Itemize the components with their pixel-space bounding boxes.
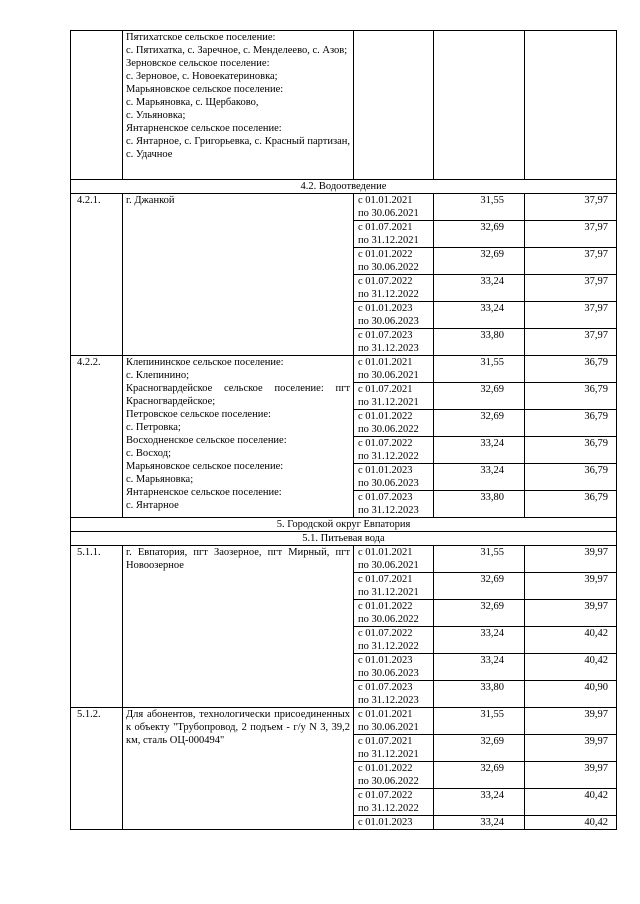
tariff-value-1: 32,69	[434, 221, 525, 248]
tariff-value-1	[434, 31, 525, 180]
period-cell: с 01.01.2022 по 30.06.2022	[354, 762, 434, 789]
period-cell: с 01.01.2021 по 30.06.2021	[354, 194, 434, 221]
tariff-value-2: 39,97	[525, 546, 617, 573]
tariff-value-1: 33,24	[434, 464, 525, 491]
tariff-value-2: 39,97	[525, 573, 617, 600]
tariff-value-2: 40,90	[525, 681, 617, 708]
tariff-value-1: 33,24	[434, 275, 525, 302]
tariff-value-2: 39,97	[525, 762, 617, 789]
item-number: 4.2.2.	[71, 356, 123, 518]
settlement-list: Пятихатское сельское поселение: с. Пятихатка, с. Заречное, с. Менделеево, с. Азов; Зерновское сельское поселение: с. Зерновое, с. Новоекатериновка; Марьяновское сельское поселение: с. Марьяновка, с. Щербаково, с. Ульяновка; Янтарненское сельское поселение: с. Янтарное, с. Григорьевка, с. Красный партизан, с. Удачное	[123, 31, 354, 180]
tariff-value-1: 32,69	[434, 600, 525, 627]
tariff-value-1: 32,69	[434, 248, 525, 275]
item-number: 4.2.1.	[71, 194, 123, 356]
tariff-value-1: 32,69	[434, 762, 525, 789]
tariff-value-2: 37,97	[525, 302, 617, 329]
period-cell: с 01.01.2022 по 30.06.2022	[354, 248, 434, 275]
period-cell: с 01.01.2023 по 30.06.2023	[354, 302, 434, 329]
tariff-value-2: 36,79	[525, 356, 617, 383]
tariff-table-body	[71, 31, 617, 830]
period-cell: с 01.07.2023 по 31.12.2023	[354, 681, 434, 708]
period-cell: с 01.07.2021 по 31.12.2021	[354, 383, 434, 410]
item-number: 5.1.1.	[71, 546, 123, 708]
period-cell: с 01.01.2021 по 30.06.2021	[354, 356, 434, 383]
item-name: Клепининское сельское поселение: с. Клепинино; Красногвардейское сельское поселение: пгт Красногвардейское; Петровское сельское поселение: с. Петровка; Восходненское сельское поселение: с. Восход; Марьяновское сельское поселение: с. Марьяновка; Янтарненское сельское поселение: с. Янтарное	[123, 356, 354, 518]
period-cell: с 01.07.2021 по 31.12.2021	[354, 221, 434, 248]
continuation-row	[71, 31, 617, 180]
tariff-value-1: 32,69	[434, 383, 525, 410]
tariff-table	[70, 30, 617, 830]
period-cell: с 01.01.2023 по 30.06.2023	[354, 654, 434, 681]
row-number-cell	[71, 31, 123, 180]
tariff-value-1: 33,24	[434, 627, 525, 654]
item-name: г. Джанкой	[123, 194, 354, 356]
tariff-value-2: 37,97	[525, 221, 617, 248]
tariff-value-1: 33,24	[434, 789, 525, 816]
period-cell: с 01.01.2022 по 30.06.2022	[354, 410, 434, 437]
tariff-value-2: 36,79	[525, 383, 617, 410]
section-title: 5.1. Питьевая вода	[71, 532, 617, 546]
tariff-value-2: 40,42	[525, 789, 617, 816]
period-cell: с 01.01.2021 по 30.06.2021	[354, 708, 434, 735]
section-header-row	[71, 532, 617, 546]
tariff-value-1: 31,55	[434, 194, 525, 221]
tariff-value-2: 37,97	[525, 329, 617, 356]
tariff-value-1: 31,55	[434, 708, 525, 735]
table-row	[71, 546, 617, 573]
section-header-row	[71, 518, 617, 532]
period-cell: с 01.07.2022 по 31.12.2022	[354, 275, 434, 302]
tariff-value-2	[525, 31, 617, 180]
tariff-value-2: 37,97	[525, 275, 617, 302]
tariff-value-2: 39,97	[525, 600, 617, 627]
table-row	[71, 708, 617, 735]
period-cell: с 01.07.2022 по 31.12.2022	[354, 627, 434, 654]
period-cell	[354, 31, 434, 180]
section-title: 4.2. Водоотведение	[71, 180, 617, 194]
tariff-value-2: 36,79	[525, 437, 617, 464]
tariff-value-1: 33,80	[434, 491, 525, 518]
tariff-value-1: 33,24	[434, 654, 525, 681]
tariff-value-2: 37,97	[525, 248, 617, 275]
tariff-value-2: 36,79	[525, 464, 617, 491]
tariff-value-1: 32,69	[434, 410, 525, 437]
period-cell: с 01.07.2022 по 31.12.2022	[354, 437, 434, 464]
table-row	[71, 194, 617, 221]
tariff-value-2: 39,97	[525, 708, 617, 735]
tariff-value-1: 33,80	[434, 681, 525, 708]
item-name: Для абонентов, технологически присоединенных к объекту "Трубопровод, 2 подъем - г/у N 3, 39,2 км, сталь ОЦ-000494"	[123, 708, 354, 830]
period-cell: с 01.01.2022 по 30.06.2022	[354, 600, 434, 627]
period-cell: с 01.07.2023 по 31.12.2023	[354, 491, 434, 518]
tariff-value-1: 33,24	[434, 437, 525, 464]
tariff-value-2: 40,42	[525, 816, 617, 830]
item-name: г. Евпатория, пгт Заозерное, пгт Мирный, пгт Новоозерное	[123, 546, 354, 708]
tariff-value-2: 39,97	[525, 735, 617, 762]
tariff-value-2: 36,79	[525, 491, 617, 518]
tariff-value-1: 31,55	[434, 546, 525, 573]
period-cell: с 01.07.2021 по 31.12.2021	[354, 735, 434, 762]
period-cell: с 01.01.2023 по 30.06.2023	[354, 464, 434, 491]
tariff-value-1: 31,55	[434, 356, 525, 383]
section-title: 5. Городской округ Евпатория	[71, 518, 617, 532]
table-row	[71, 356, 617, 383]
tariff-value-1: 33,80	[434, 329, 525, 356]
tariff-value-1: 33,24	[434, 816, 525, 830]
tariff-value-2: 37,97	[525, 194, 617, 221]
tariff-value-1: 32,69	[434, 735, 525, 762]
period-cell: с 01.01.2023	[354, 816, 434, 830]
period-cell: с 01.07.2023 по 31.12.2023	[354, 329, 434, 356]
period-cell: с 01.07.2022 по 31.12.2022	[354, 789, 434, 816]
tariff-value-2: 40,42	[525, 627, 617, 654]
period-cell: с 01.01.2021 по 30.06.2021	[354, 546, 434, 573]
section-header-row	[71, 180, 617, 194]
period-cell: с 01.07.2021 по 31.12.2021	[354, 573, 434, 600]
tariff-value-2: 40,42	[525, 654, 617, 681]
item-number: 5.1.2.	[71, 708, 123, 830]
tariff-value-1: 33,24	[434, 302, 525, 329]
tariff-value-2: 36,79	[525, 410, 617, 437]
tariff-value-1: 32,69	[434, 573, 525, 600]
